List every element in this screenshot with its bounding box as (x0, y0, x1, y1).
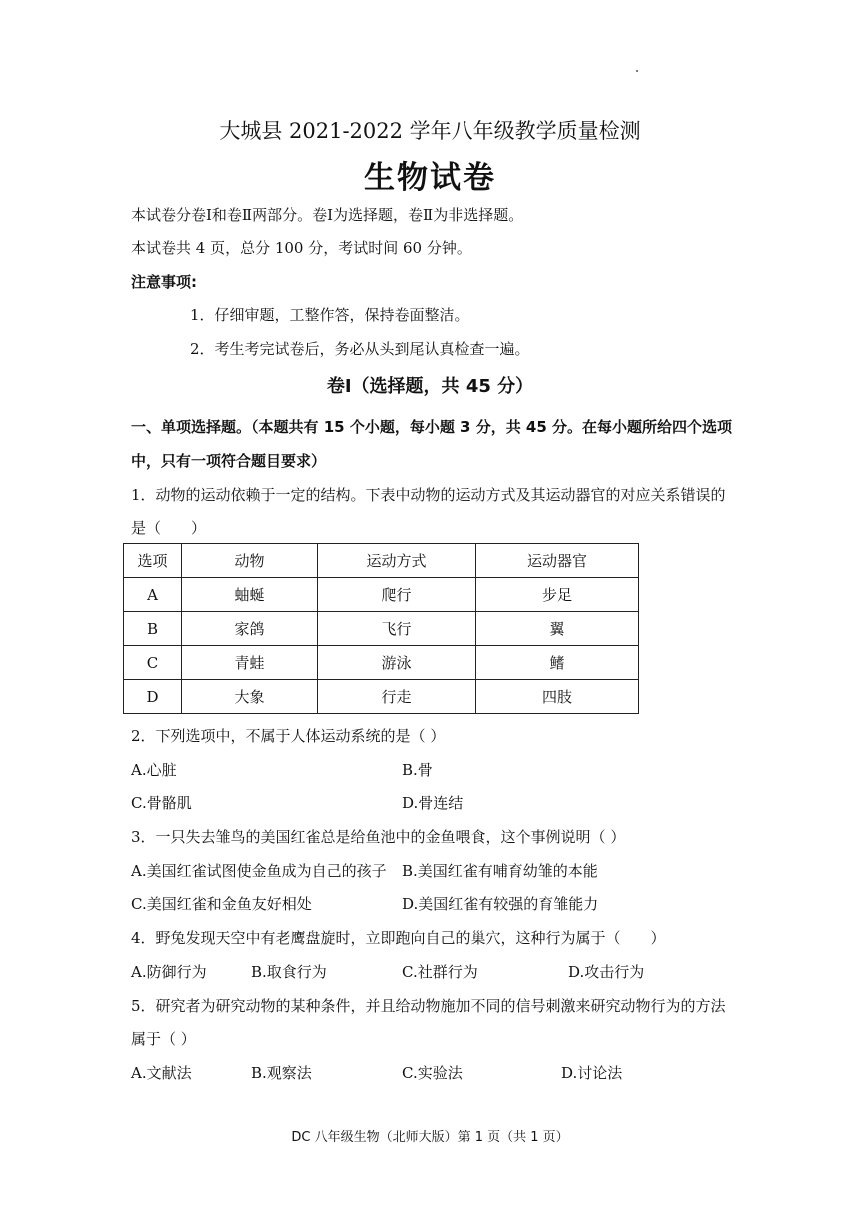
table-header-cell: 运动方式 (318, 544, 476, 578)
table-cell: 四肢 (476, 680, 639, 714)
intro-line-1: 本试卷分卷Ⅰ和卷Ⅱ两部分。卷Ⅰ为选择题，卷Ⅱ为非选择题。 (131, 206, 524, 224)
table-header-cell: 运动器官 (476, 544, 639, 578)
table-cell: 飞行 (318, 612, 476, 646)
q5-option-d: D.讨论法 (561, 1064, 623, 1082)
notice-title: 注意事项: (131, 273, 197, 291)
q5-option-c: C.实验法 (402, 1064, 463, 1082)
table-cell: D (124, 680, 182, 714)
section-title: 卷Ⅰ（选择题，共 45 分） (326, 376, 534, 397)
q4-option-d: D.攻击行为 (568, 963, 645, 981)
table-row (124, 680, 639, 714)
q4-option-c: C.社群行为 (402, 963, 478, 981)
page-footer: DC 八年级生物（北师大版）第 1 页（共 1 页） (291, 1130, 569, 1145)
section-instruction-line-1: 一、单项选择题。（本题共有 15 个小题，每小题 3 分，共 45 分。在每小题所给四个选项 (131, 418, 733, 436)
section-instruction-line-2: 中，只有一项符合题目要求） (131, 452, 327, 470)
table-header-cell: 动物 (182, 544, 318, 578)
q1-table (123, 543, 639, 714)
q4-option-a: A.防御行为 (131, 963, 207, 981)
q3-option-c: C.美国红雀和金鱼友好相处 (131, 895, 312, 913)
q3-option-a: A.美国红雀试图使金鱼成为自己的孩子 (131, 862, 387, 880)
q1-stem-line-1: 1．动物的运动依赖于一定的结构。下表中动物的运动方式及其运动器官的对应关系错误的 (131, 486, 726, 504)
table-cell: B (124, 612, 182, 646)
q5-option-b: B.观察法 (251, 1064, 312, 1082)
table-cell: 步足 (476, 578, 639, 612)
table-row (124, 646, 639, 680)
page-dot (636, 70, 638, 72)
table-cell: C (124, 646, 182, 680)
table-header-cell: 选项 (124, 544, 182, 578)
q2-option-c: C.骨骼肌 (131, 794, 192, 812)
subject-title: 生物试卷 (364, 160, 496, 196)
q2-stem: 2．下列选项中，不属于人体运动系统的是（ ） (131, 727, 446, 745)
table-cell: 游泳 (318, 646, 476, 680)
q2-option-b: B.骨 (402, 761, 433, 779)
q5-stem-line-2: 属于（ ） (131, 1030, 196, 1048)
table-cell: 大象 (182, 680, 318, 714)
q2-option-a: A.心脏 (131, 761, 177, 779)
table-cell: 爬行 (318, 578, 476, 612)
notice-item-2: 2．考生考完试卷后，务必从头到尾认真检查一遍。 (190, 340, 530, 358)
table-cell: 鳍 (476, 646, 639, 680)
q2-option-d: D.骨连结 (402, 794, 464, 812)
q5-stem-line-1: 5．研究者为研究动物的某种条件，并且给动物施加不同的信号刺激来研究动物行为的方法 (131, 997, 726, 1015)
q4-stem: 4．野兔发现天空中有老鹰盘旋时，立即跑向自己的巢穴，这种行为属于（ ） (131, 929, 666, 947)
table-row (124, 578, 639, 612)
table-cell: 蚰蜒 (182, 578, 318, 612)
table-cell: A (124, 578, 182, 612)
table-row (124, 612, 639, 646)
q3-option-d: D.美国红雀有较强的育雏能力 (402, 895, 599, 913)
table-header-row (124, 544, 639, 578)
table-cell: 翼 (476, 612, 639, 646)
q5-option-a: A.文献法 (131, 1064, 192, 1082)
q1-stem-line-2: 是（ ） (131, 519, 207, 537)
q3-option-b: B.美国红雀有哺育幼雏的本能 (402, 862, 598, 880)
table-cell: 家鸽 (182, 612, 318, 646)
q3-stem: 3．一只失去雏鸟的美国红雀总是给鱼池中的金鱼喂食，这个事例说明（ ） (131, 828, 626, 846)
notice-item-1: 1．仔细审题，工整作答，保持卷面整洁。 (190, 306, 470, 324)
table-cell: 行走 (318, 680, 476, 714)
intro-line-2: 本试卷共 4 页，总分 100 分，考试时间 60 分钟。 (131, 239, 472, 257)
table-cell: 青蛙 (182, 646, 318, 680)
q4-option-b: B.取食行为 (251, 963, 327, 981)
exam-title: 大城县 2021-2022 学年八年级教学质量检测 (219, 119, 641, 143)
